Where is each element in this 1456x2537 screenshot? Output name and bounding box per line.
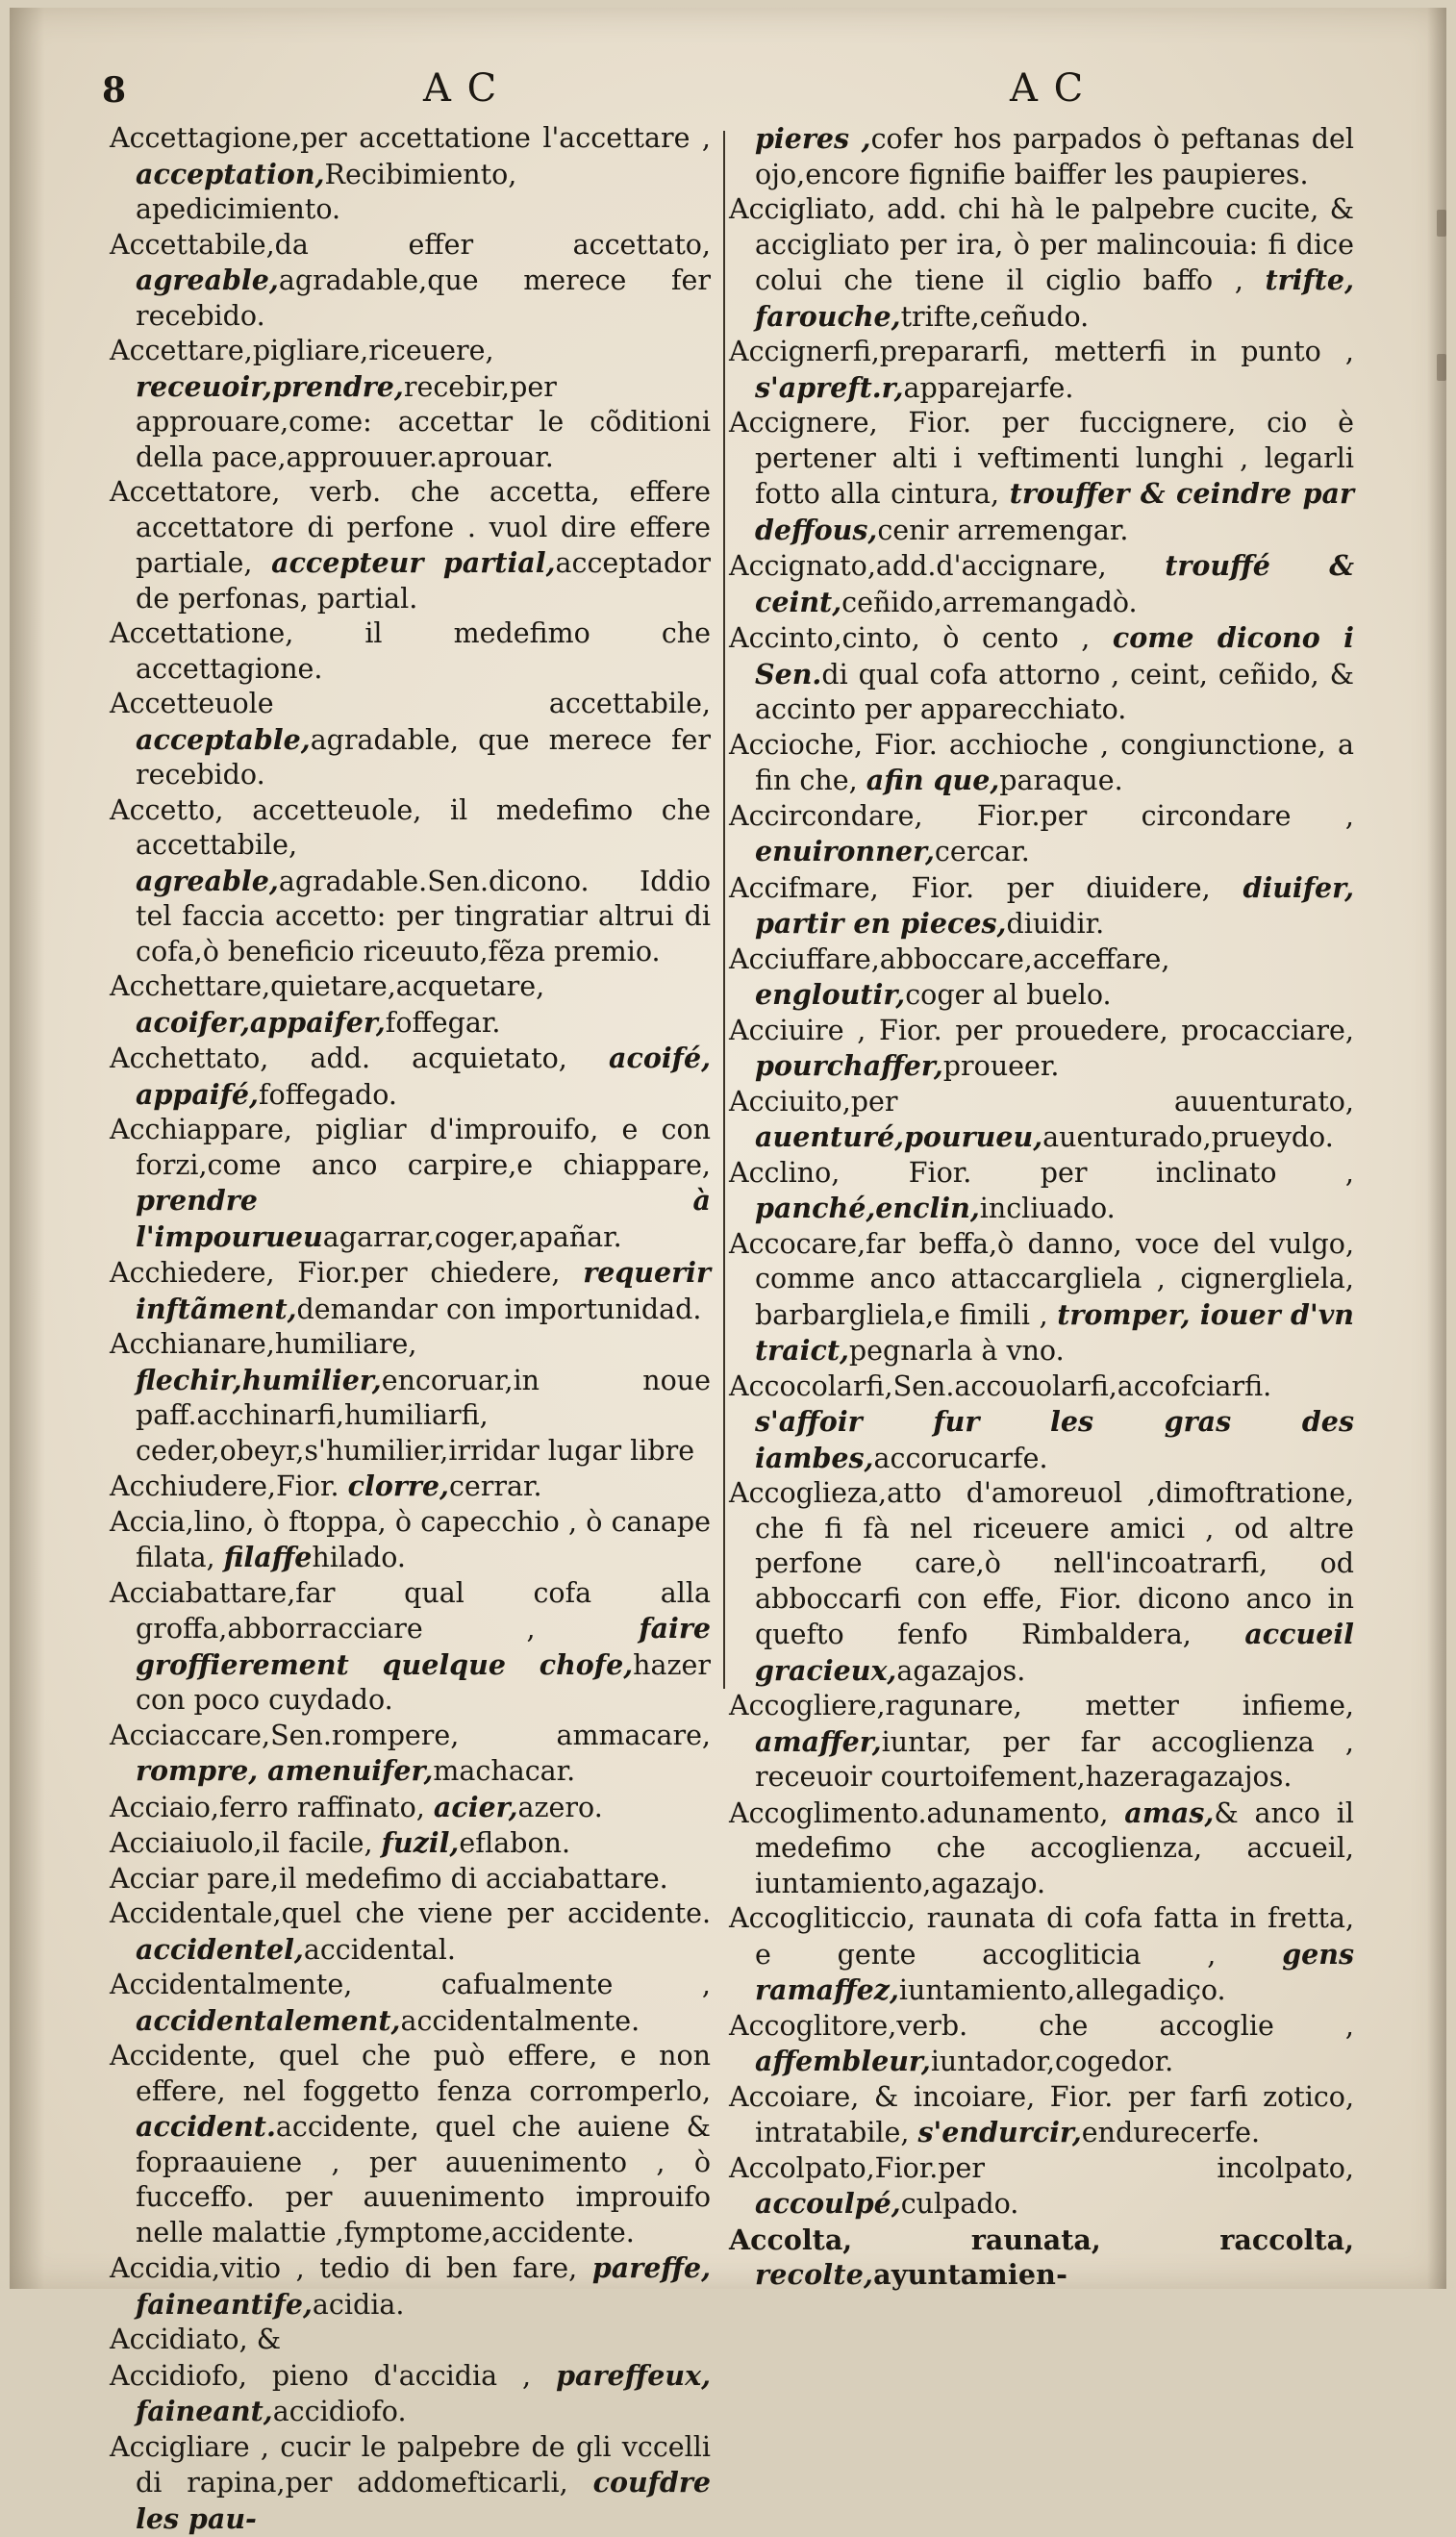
french-equivalent: accident. [136,2110,276,2143]
entry-text: Acciuire , Fior. per prouedere, procacciare, [729,1015,1354,1046]
dictionary-entry [729,1085,1354,1156]
french-equivalent: acceptable, [136,723,311,756]
entry-text: Accioche, Fior. acchioche , congiunctione, a fin che, [729,729,1354,797]
french-equivalent: accueil gracieux, [755,1618,1354,1687]
spanish-equivalent: agradable,que merece fer recebido. [136,264,711,332]
dictionary-entry [729,799,1354,870]
french-equivalent: panché,enclin, [755,1192,980,1224]
dictionary-entry [110,1968,711,2039]
entry-text: Acciaio,ferro raffinato, [110,1792,425,1823]
spanish-equivalent: demandar con importunidad. [297,1294,702,1325]
spanish-equivalent: proueer. [943,1050,1060,1082]
french-equivalent: trouffer & ceindre par deffous, [755,477,1354,546]
french-equivalent: trouffé & ceint, [755,549,1354,618]
entry-text: Acchiedere, Fior.per chiedere, [110,1257,560,1289]
dictionary-entry [110,793,711,970]
spanish-equivalent: cofer hos parpados ò peftanas del ojo,encore fignifie baiffer les paupieres. [755,123,1354,190]
french-equivalent: gens ramaffez, [755,1938,1354,2007]
french-equivalent: faire groffierement quelque chofe, [136,1612,711,1681]
spanish-equivalent: cerrar. [449,1470,542,1502]
entry-text: Acciar pare,il medefimo di acciabattare. [110,1863,668,1895]
dictionary-entry [110,2250,711,2323]
spanish-equivalent: Recibimiento, apedicimiento. [136,159,516,226]
french-equivalent: coufdre les pau- [136,2466,711,2535]
spanish-equivalent: cercar. [935,836,1030,867]
french-equivalent: requerir inftãment, [136,1256,711,1325]
dictionary-entry [110,1576,711,1719]
french-equivalent: amas, [1124,1796,1214,1829]
dictionary-entry [110,2323,711,2358]
entry-text: Accidiofo, pieno d'accidia , [110,2360,531,2392]
spanish-equivalent: & anco il medefimo che accoglienza, accueil, iuntamiento,agazajo. [755,1797,1354,1899]
spanish-equivalent: acidia. [313,2289,404,2321]
french-equivalent: receuoir,prendre, [136,370,404,403]
entry-text: Accoiare, & incoiare, Fior. per farfi zotico, intratabile, [729,2081,1354,2149]
spanish-equivalent: encoruar,in noue paff.acchinarfi,humiliarfi, ceder,obeyr,s'humilier,irridar lugar libre [136,1365,711,1467]
dictionary-entry [110,1505,711,1576]
french-equivalent: affembleur, [755,2045,931,2077]
french-equivalent: afin que, [866,764,1000,796]
entry-text: Acciaccare,Sen.rompere, ammacare, [110,1720,711,1751]
entry-text: Accetto, accetteuole, il medefimo che accettabile, [110,794,711,862]
dictionary-entry [110,1255,711,1327]
dictionary-entry [729,335,1354,406]
entry-text: Acciaiuolo,il facile, [110,1827,373,1859]
entry-text: Accolta, raunata, raccolta, [729,2223,1354,2256]
spanish-equivalent: ayuntamien- [873,2258,1067,2291]
spanish-equivalent: azero. [518,1792,603,1823]
dictionary-entry [110,475,711,616]
spanish-equivalent: agarrar,coger,apañar. [323,1221,622,1253]
entry-text: Accidentalmente, cafualmente , [110,1969,711,2000]
dictionary-entry [729,121,1354,192]
french-equivalent: s'apreft.r, [755,371,904,404]
dictionary-entry [110,969,711,1041]
dictionary-entry [729,1901,1354,2009]
french-equivalent: pareffe, faineantife, [136,2251,711,2321]
entry-text: Accifmare, Fior. per diuidere, [729,872,1211,904]
left-column [110,121,711,2266]
page-number: 8 [102,73,126,108]
french-equivalent: s'endurcir, [917,2116,1081,2148]
french-equivalent: pieres , [755,122,871,155]
dictionary-entry [729,2080,1354,2151]
spanish-equivalent: accidente, quel che auiene & fopraauiene , per auuenimento , ò fucceffo. per auuenimento improuifo nelle malattie ,fymptome,accidente. [136,2111,711,2248]
entry-text: Accogliere,ragunare, metter infieme, [729,1690,1354,1721]
dictionary-entry [110,1469,711,1505]
dictionary-entry [729,1156,1354,1227]
spanish-equivalent: endurecerfe. [1082,2117,1260,2148]
entry-text: Accogliticcio, raunata di cofa fatta in fretta, e gente accogliticia , [729,1902,1354,1971]
dictionary-entry [729,870,1354,942]
dictionary-entry [729,620,1354,728]
left-column-head: A C [423,69,498,108]
dictionary-entry [110,1719,711,1790]
dictionary-entry [110,2039,711,2250]
spanish-equivalent: auenturado,prueydo. [1042,1121,1334,1153]
dictionary-entry [110,1825,711,1862]
dictionary-entry [729,1689,1354,1796]
spanish-equivalent: agazajos. [896,1655,1025,1687]
entry-text: Acchiudere,Fior. [110,1470,339,1502]
entry-text: Accignerfi,prepararfi, metterfi in punto , [729,336,1354,367]
spanish-equivalent: di qual cofa attorno , ceint, ceñido, & accinto per apparecchiato. [755,659,1354,726]
entry-text: Accettagione,per accettatione l'accettare , [110,122,711,154]
entry-text: Accettatore, verb. che accetta, effere accettatore di perfone . vuol dire effere partiale, [110,476,711,579]
french-equivalent: clorre, [348,1469,449,1502]
entry-text: Accoglitore,verb. che accoglie , [729,2010,1354,2042]
entry-text: Accigliato, add. chi hà le palpebre cucite, & accigliato per ira, ò per malincouia: fi dice colui che tiene il ciglio baffo , [729,193,1354,296]
entry-text: Accidente, quel che può effere, e non effere, nel foggetto fenza corromperlo, [110,2040,711,2107]
entry-text: Accigliare , cucir le palpebre de gli vccelli di rapina,per addomefticarli, [110,2431,711,2499]
right-column-head: A C [1010,69,1085,108]
dictionary-entry [729,1476,1354,1689]
column-divider [723,131,725,1689]
spanish-equivalent: agradable, que merece fer recebido. [136,724,711,791]
entry-text: Accolpato,Fior.per incolpato, [729,2152,1354,2184]
spanish-equivalent: incliuado. [980,1193,1116,1224]
dictionary-entry [110,1862,711,1897]
dictionary-entry [729,548,1354,620]
french-equivalent: acoifé, appaifé, [136,1042,711,1111]
entry-text: Acchiappare, pigliar d'improuifo, e con forzi,come anco carpire,e chiappare, [110,1114,711,1181]
spanish-equivalent: culpado. [901,2188,1019,2220]
dictionary-entry [110,121,711,228]
french-equivalent: agreable, [136,865,279,897]
french-equivalent: diuifer, partir en pieces, [755,871,1354,941]
dictionary-entry [110,334,711,475]
dictionary-entry [729,728,1354,799]
dictionary-entry [110,1790,711,1826]
french-equivalent: auenturé,pourueu, [755,1120,1042,1153]
dictionary-entry [729,2151,1354,2223]
entry-text: Acciuffare,abboccare,acceffare, [729,943,1169,975]
spanish-equivalent: accidentalmente. [400,2005,640,2037]
spanish-equivalent: pegnarla à vno. [849,1335,1065,1367]
entry-text: Accocolarfi,Sen.accouolarfi,accofciarfi. [729,1370,1271,1402]
entry-text: Acciabattare,far qual cofa alla groffa,abborracciare , [110,1577,711,1645]
french-equivalent: come dicono i Sen. [755,621,1354,691]
french-equivalent: accepteur partial, [271,546,555,579]
entry-text: Accidentale,quel che viene per accidente. [110,1897,711,1929]
entry-text: Accidia,vitio , tedio di ben fare, [110,2252,577,2284]
dictionary-entry [110,1041,711,1113]
entry-text: Accircondare, Fior.per circondare , [729,800,1354,832]
french-equivalent: recolte, [755,2258,873,2291]
spanish-equivalent: foffegar. [386,1007,501,1039]
spanish-equivalent: ceñido,arremangadò. [841,587,1137,618]
page-edge-fragment [1437,354,1446,381]
spanish-equivalent: hazer con poco cuydado. [136,1649,711,1717]
dictionary-entry [110,228,711,335]
spanish-equivalent: recebir,per approuare,come: accettar le cõditioni della pace,approuuer.aprouar. [136,371,711,473]
dictionary-entry [110,1896,711,1968]
spanish-equivalent: iuntar, per far accoglienza , receuoir courtoifement,hazeragazajos. [755,1726,1354,1794]
french-equivalent: fuzil, [382,1826,460,1859]
spanish-equivalent: cenir arremengar. [877,515,1128,546]
french-equivalent: rompre, amenuifer, [136,1754,433,1787]
right-column [729,121,1354,2266]
entry-text: Acchettato, add. acquietato, [110,1042,567,1074]
dictionary-entry [729,1796,1354,1902]
french-equivalent: accoulpé, [755,2187,901,2220]
spanish-equivalent: acceptador de perfonas, partial. [136,547,711,615]
spanish-equivalent: accidiofo. [273,2396,407,2427]
spanish-equivalent: apparejarfe. [904,372,1074,404]
french-equivalent: tromper, iouer d'vn traict, [755,1298,1354,1368]
french-equivalent: agreable, [136,264,279,296]
spanish-equivalent: accidental. [304,1934,456,1966]
entry-text: Accetteuole accettabile, [110,688,711,719]
entry-text: Accettare,pigliare,riceuere, [110,335,494,366]
french-equivalent: filaffe [224,1541,313,1573]
french-equivalent: flechir,humilier, [136,1364,382,1396]
french-equivalent: acoifer,appaifer, [136,1006,386,1039]
french-equivalent: amaffer, [755,1725,882,1758]
entry-text: Accocare,far beffa,ò danno, voce del vulgo, comme anco attaccargliela , cignergliela, barbargliela,e fimili , [729,1228,1354,1331]
spanish-equivalent: accorucarfe. [873,1443,1047,1474]
entry-text: Accidiato, & [110,2323,281,2355]
french-equivalent: trifte, farouche, [755,264,1354,333]
dictionary-entry [729,406,1354,548]
spanish-equivalent: agradable.Sen.dicono. Iddio tel faccia accetto: per tingratiar altrui di cofa,ò beneficio riceuuto,fẽza premio. [136,866,711,967]
entry-text: Acclino, Fior. per inclinato , [729,1157,1354,1189]
dictionary-entry [729,1014,1354,1085]
entry-text: Accignere, Fior. per fuccignere, cio è pertener alti i veftimenti lunghi , legarli fotto alla cintura, [729,407,1354,510]
french-equivalent: acceptation, [136,158,325,190]
dictionary-entry [729,2223,1354,2293]
entry-text: Accettatione, il medefimo che accettagione. [110,617,711,685]
entry-text: Accettabile,da effer accettato, [110,229,711,261]
entry-text: Accoglieza,atto d'amoreuol ,dimoftratione, che fi fà nel riceuere amici , od altre perfone care,ò nell'incoatrarfi, od abboccarfi con effe, Fior. dicono anco in quefto fenfo Rimbaldera, [729,1477,1354,1650]
dictionary-entry [110,616,711,687]
french-equivalent: prendre à l'impourueu [136,1184,711,1253]
french-equivalent: acier, [434,1791,518,1823]
entry-text: Accignato,add.d'accignare, [729,550,1107,582]
dictionary-entry [110,2430,711,2537]
french-equivalent: pareffeux, faineant, [136,2359,711,2428]
dictionary-page [10,8,1446,2289]
entry-text: Accia,lino, ò ftoppa, ò capecchio , ò canape filata, [110,1506,711,1574]
page-edge-fragment [1437,210,1446,237]
entry-text: Acciuito,per auuenturato, [729,1086,1354,1118]
dictionary-entry [110,1113,711,1255]
spanish-equivalent: paraque. [999,765,1122,796]
dictionary-entry [729,1227,1354,1369]
dictionary-entry [729,942,1354,1014]
entry-text: Acchianare,humiliare, [110,1328,416,1360]
french-equivalent: s'affoir fur les gras des iambes, [755,1405,1354,1474]
dictionary-entry [110,2358,711,2430]
entry-text: Accoglimento.adunamento, [729,1797,1108,1829]
dictionary-entry [729,1369,1354,1477]
spanish-equivalent: machacar. [433,1755,575,1787]
spanish-equivalent: iuntamiento,allegadiço. [899,1974,1226,2006]
dictionary-entry [110,687,711,793]
french-equivalent: pourchaffer, [755,1049,943,1082]
french-equivalent: accidentalement, [136,2004,400,2037]
spanish-equivalent: coger al buelo. [905,979,1111,1011]
entry-text: Accinto,cinto, ò cento , [729,622,1090,654]
spanish-equivalent: diuidir. [1006,908,1104,940]
spanish-equivalent: iuntador,cogedor. [931,2046,1173,2077]
dictionary-entry [110,1327,711,1469]
dictionary-entry [729,2009,1354,2080]
dictionary-entry [729,192,1354,335]
french-equivalent: accidentel, [136,1933,304,1966]
entry-text: Acchettare,quietare,acquetare, [110,970,544,1002]
spanish-equivalent: eflabon. [459,1827,570,1859]
french-equivalent: enuironner, [755,835,935,867]
spanish-equivalent: trifte,ceñudo. [901,301,1090,333]
spanish-equivalent: foffegado. [259,1079,397,1111]
french-equivalent: engloutir, [755,978,905,1011]
spanish-equivalent: hilado. [312,1542,406,1573]
